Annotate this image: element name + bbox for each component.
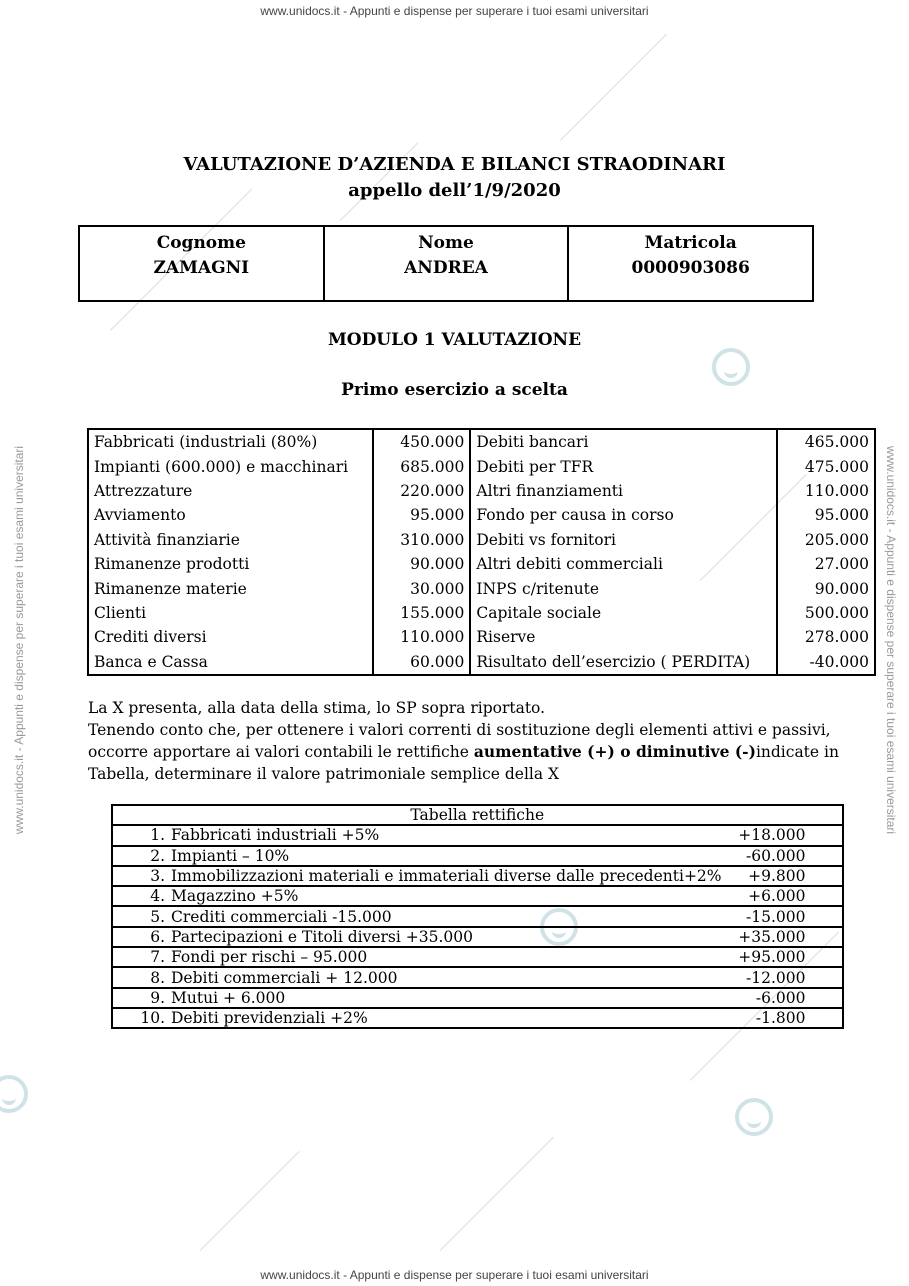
exercise-title: Primo esercizio a scelta: [341, 380, 568, 400]
balance-row: [88, 650, 875, 675]
adjustment-row: [112, 927, 843, 947]
nome-cell: [324, 226, 569, 301]
adjustment-cell: [112, 825, 843, 845]
balance-row: [88, 528, 875, 552]
adjustment-number: 5.: [150, 907, 165, 926]
liability-value: 95.000: [777, 503, 875, 527]
adjustment-row: [112, 947, 843, 967]
document-title: [0, 152, 909, 204]
student-info-table: [78, 225, 814, 302]
liability-value: 278.000: [777, 625, 875, 649]
nome-value: ANDREA: [404, 258, 488, 278]
adjustments-header: Tabella rettifiche: [112, 805, 843, 825]
liability-label: Debiti per TFR: [470, 454, 777, 478]
liability-value: 90.000: [777, 576, 875, 600]
liability-label: Altri debiti commerciali: [470, 552, 777, 576]
adjustment-number: 7.: [150, 948, 165, 967]
adjustment-row: [112, 988, 843, 1008]
text-segment: occorre apportare ai valori contabili le rettifiche: [88, 743, 474, 761]
adjustment-value: +9.800: [748, 867, 806, 886]
unidocs-logo-icon: [735, 1098, 773, 1136]
adjustment-row: [112, 825, 843, 845]
cognome-cell: [79, 226, 324, 301]
cognome-value: ZAMAGNI: [153, 258, 250, 278]
matricola-label: Matricola: [644, 233, 737, 253]
liability-value: 465.000: [777, 429, 875, 454]
adjustment-value: +6.000: [748, 887, 806, 906]
balance-row: [88, 503, 875, 527]
adjustment-number: 3.: [150, 867, 165, 886]
asset-label: Fabbricati (industriali (80%): [88, 429, 373, 454]
adjustment-cell: [112, 927, 843, 947]
matricola-cell: [568, 226, 813, 301]
adjustment-cell: [112, 866, 843, 886]
exercise-text: [88, 697, 848, 785]
adjustment-row: [112, 1008, 843, 1028]
balance-row: [88, 429, 875, 454]
watermark-top: www.unidocs.it - Appunti e dispense per superare i tuoi esami universitari: [260, 4, 649, 18]
adjustment-description: Mutui + 6.000: [171, 988, 286, 1007]
text-line: [88, 741, 848, 763]
watermark-left: www.unidocs.it - Appunti e dispense per superare i tuoi esami universitari: [12, 445, 26, 835]
liability-value: 110.000: [777, 479, 875, 503]
watermark-bottom: www.unidocs.it - Appunti e dispense per superare i tuoi esami universitari: [260, 1268, 649, 1282]
adjustment-cell: [112, 988, 843, 1008]
asset-label: Attrezzature: [88, 479, 373, 503]
adjustment-cell: [112, 967, 843, 987]
adjustment-number: 4.: [150, 887, 165, 906]
watermark-line: [560, 34, 667, 141]
cognome-label: Cognome: [156, 233, 246, 253]
adjustment-number: 2.: [150, 846, 165, 865]
adjustment-number: 9.: [150, 988, 165, 1007]
adjustment-description: Crediti commerciali -15.000: [171, 907, 392, 926]
text-segment: indicate in: [755, 743, 839, 761]
adjustment-number: 8.: [150, 968, 165, 987]
adjustment-description: Fondi per rischi – 95.000: [171, 948, 368, 967]
adjustment-row: [112, 846, 843, 866]
liability-label: Debiti vs fornitori: [470, 528, 777, 552]
liability-label: Riserve: [470, 625, 777, 649]
liability-label: Risultato dell’esercizio ( PERDITA): [470, 650, 777, 675]
adjustment-value: -1.800: [755, 1009, 806, 1028]
adjustment-value: +35.000: [738, 927, 806, 946]
matricola-value: 0000903086: [631, 258, 750, 278]
watermark-line: [200, 1151, 300, 1251]
text-line: Tenendo conto che, per ottenere i valori correnti di sostituzione degli elementi attivi e passivi,: [88, 721, 831, 739]
liability-value: -40.000: [777, 650, 875, 675]
adjustment-value: -6.000: [755, 988, 806, 1007]
asset-value: 220.000: [373, 479, 471, 503]
balance-row: [88, 625, 875, 649]
asset-label: Attività finanziarie: [88, 528, 373, 552]
asset-value: 60.000: [373, 650, 471, 675]
asset-label: Banca e Cassa: [88, 650, 373, 675]
asset-value: 310.000: [373, 528, 471, 552]
adjustment-cell: [112, 906, 843, 926]
adjustment-cell: [112, 1008, 843, 1028]
watermark-line: [440, 1137, 554, 1251]
balance-sheet-table: [87, 428, 876, 676]
liability-label: Capitale sociale: [470, 601, 777, 625]
adjustment-value: +18.000: [738, 826, 806, 845]
liability-label: INPS c/ritenute: [470, 576, 777, 600]
adjustment-row: [112, 866, 843, 886]
adjustment-number: 1.: [150, 826, 165, 845]
asset-value: 110.000: [373, 625, 471, 649]
adjustment-number: 6.: [150, 927, 165, 946]
asset-value: 155.000: [373, 601, 471, 625]
nome-label: Nome: [418, 233, 474, 253]
adjustment-description: Fabbricati industriali +5%: [171, 826, 380, 845]
adjustment-value: -15.000: [746, 907, 806, 926]
liability-label: Fondo per causa in corso: [470, 503, 777, 527]
adjustment-description: Impianti – 10%: [171, 846, 290, 865]
asset-label: Avviamento: [88, 503, 373, 527]
adjustment-description: Partecipazioni e Titoli diversi +35.000: [171, 927, 473, 946]
asset-label: Crediti diversi: [88, 625, 373, 649]
adjustment-description: Magazzino +5%: [171, 887, 299, 906]
balance-row: [88, 576, 875, 600]
adjustment-cell: [112, 886, 843, 906]
adjustment-cell: [112, 846, 843, 866]
title-line-2: appello dell’1/9/2020: [348, 180, 561, 201]
asset-label: Rimanenze prodotti: [88, 552, 373, 576]
unidocs-logo-icon: [0, 1075, 28, 1113]
balance-row: [88, 479, 875, 503]
adjustment-value: -60.000: [746, 846, 806, 865]
asset-value: 685.000: [373, 454, 471, 478]
title-line-1: VALUTAZIONE D’AZIENDA E BILANCI STRAODINARI: [183, 154, 726, 175]
asset-label: Clienti: [88, 601, 373, 625]
asset-value: 30.000: [373, 576, 471, 600]
liability-value: 27.000: [777, 552, 875, 576]
adjustment-row: [112, 886, 843, 906]
adjustment-value: -12.000: [746, 968, 806, 987]
text-line: La X presenta, alla data della stima, lo SP sopra riportato.: [88, 699, 546, 717]
adjustment-row: [112, 967, 843, 987]
liability-label: Altri finanziamenti: [470, 479, 777, 503]
liability-value: 475.000: [777, 454, 875, 478]
asset-value: 95.000: [373, 503, 471, 527]
asset-label: Impianti (600.000) e macchinari: [88, 454, 373, 478]
adjustment-number: 10.: [140, 1009, 165, 1028]
liability-value: 205.000: [777, 528, 875, 552]
asset-value: 450.000: [373, 429, 471, 454]
adjustment-cell: [112, 947, 843, 967]
watermark-right: www.unidocs.it - Appunti e dispense per superare i tuoi esami universitari: [884, 445, 898, 835]
balance-row: [88, 552, 875, 576]
module-title: MODULO 1 VALUTAZIONE: [327, 330, 582, 350]
asset-label: Rimanenze materie: [88, 576, 373, 600]
liability-label: Debiti bancari: [470, 429, 777, 454]
adjustment-description: Immobilizzazioni materiali e immateriali diverse dalle precedenti+2%: [171, 867, 722, 886]
adjustment-value: +95.000: [738, 948, 806, 967]
adjustments-table: [111, 804, 844, 1029]
liability-value: 500.000: [777, 601, 875, 625]
asset-value: 90.000: [373, 552, 471, 576]
balance-row: [88, 601, 875, 625]
text-emphasis: aumentative (+) o diminutive (-): [473, 742, 756, 761]
adjustment-description: Debiti previdenziali +2%: [171, 1009, 368, 1028]
adjustment-description: Debiti commerciali + 12.000: [171, 968, 398, 987]
text-line: Tabella, determinare il valore patrimoniale semplice della X: [88, 765, 560, 783]
adjustment-row: [112, 906, 843, 926]
balance-row: [88, 454, 875, 478]
